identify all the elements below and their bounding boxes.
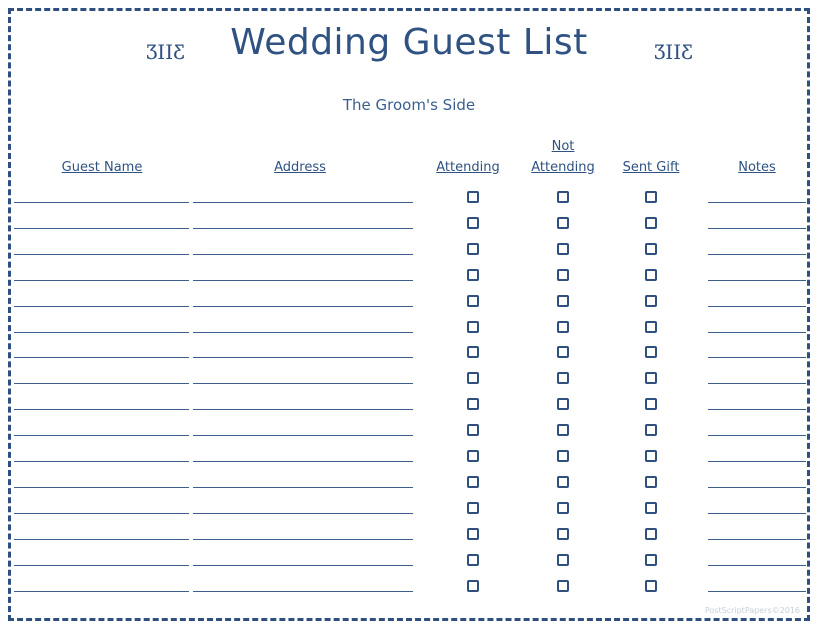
sent-gift-checkbox[interactable] xyxy=(645,191,657,203)
attending-checkbox[interactable] xyxy=(467,476,479,488)
not-attending-checkbox[interactable] xyxy=(557,528,569,540)
sent-gift-checkbox[interactable] xyxy=(645,372,657,384)
not-attending-checkbox[interactable] xyxy=(557,321,569,333)
attending-checkbox[interactable] xyxy=(467,269,479,281)
sent-gift-checkbox[interactable] xyxy=(645,398,657,410)
not-attending-checkbox[interactable] xyxy=(557,269,569,281)
attending-checkbox[interactable] xyxy=(467,450,479,462)
address-field[interactable] xyxy=(193,487,413,488)
not-attending-header-line1: Not xyxy=(551,139,575,154)
guest-name-field[interactable] xyxy=(14,487,189,488)
guest-name-field[interactable] xyxy=(14,383,189,384)
not-attending-checkbox[interactable] xyxy=(557,580,569,592)
notes-field[interactable] xyxy=(708,254,806,255)
not-attending-header-line2: Attending xyxy=(531,160,595,175)
notes-field[interactable] xyxy=(708,565,806,566)
sent-gift-checkbox[interactable] xyxy=(645,528,657,540)
address-field[interactable] xyxy=(193,565,413,566)
attending-checkbox[interactable] xyxy=(467,424,479,436)
address-field[interactable] xyxy=(193,513,413,514)
sent-gift-checkbox[interactable] xyxy=(645,321,657,333)
not-attending-checkbox[interactable] xyxy=(557,243,569,255)
right-flourish: ƷIIƸ xyxy=(654,40,693,64)
notes-header: Notes xyxy=(738,160,776,175)
sent-gift-checkbox[interactable] xyxy=(645,424,657,436)
attending-checkbox[interactable] xyxy=(467,217,479,229)
notes-field[interactable] xyxy=(708,487,806,488)
not-attending-checkbox[interactable] xyxy=(557,398,569,410)
address-field[interactable] xyxy=(193,591,413,592)
notes-field[interactable] xyxy=(708,409,806,410)
attending-header: Attending xyxy=(436,160,500,175)
sent-gift-checkbox[interactable] xyxy=(645,217,657,229)
guest-name-field[interactable] xyxy=(14,202,189,203)
sent-gift-checkbox[interactable] xyxy=(645,502,657,514)
notes-field[interactable] xyxy=(708,539,806,540)
notes-field[interactable] xyxy=(708,306,806,307)
sent-gift-checkbox[interactable] xyxy=(645,346,657,358)
guest-name-field[interactable] xyxy=(14,228,189,229)
guest-name-field[interactable] xyxy=(14,513,189,514)
guest-name-field[interactable] xyxy=(14,409,189,410)
attending-checkbox[interactable] xyxy=(467,372,479,384)
sent-gift-checkbox[interactable] xyxy=(645,450,657,462)
attending-checkbox[interactable] xyxy=(467,321,479,333)
address-field[interactable] xyxy=(193,228,413,229)
notes-field[interactable] xyxy=(708,435,806,436)
sent-gift-checkbox[interactable] xyxy=(645,295,657,307)
notes-field[interactable] xyxy=(708,591,806,592)
not-attending-checkbox[interactable] xyxy=(557,450,569,462)
sent-gift-checkbox[interactable] xyxy=(645,476,657,488)
page-subtitle: The Groom's Side xyxy=(342,96,476,114)
notes-field[interactable] xyxy=(708,332,806,333)
sent-gift-checkbox[interactable] xyxy=(645,580,657,592)
notes-field[interactable] xyxy=(708,202,806,203)
guest-name-field[interactable] xyxy=(14,357,189,358)
attending-checkbox[interactable] xyxy=(467,346,479,358)
sent-gift-header: Sent Gift xyxy=(622,160,680,175)
attending-checkbox[interactable] xyxy=(467,502,479,514)
guest-name-field[interactable] xyxy=(14,280,189,281)
attending-checkbox[interactable] xyxy=(467,528,479,540)
guest-name-field[interactable] xyxy=(14,591,189,592)
not-attending-checkbox[interactable] xyxy=(557,424,569,436)
notes-field[interactable] xyxy=(708,513,806,514)
address-field[interactable] xyxy=(193,409,413,410)
page-title: Wedding Guest List xyxy=(230,22,588,63)
address-field[interactable] xyxy=(193,383,413,384)
address-field[interactable] xyxy=(193,202,413,203)
sent-gift-checkbox[interactable] xyxy=(645,269,657,281)
not-attending-checkbox[interactable] xyxy=(557,191,569,203)
attending-checkbox[interactable] xyxy=(467,191,479,203)
guest-name-field[interactable] xyxy=(14,306,189,307)
address-field[interactable] xyxy=(193,461,413,462)
not-attending-checkbox[interactable] xyxy=(557,554,569,566)
address-field[interactable] xyxy=(193,254,413,255)
left-flourish: ƷIIƸ xyxy=(146,40,185,64)
sent-gift-checkbox[interactable] xyxy=(645,243,657,255)
attending-checkbox[interactable] xyxy=(467,554,479,566)
notes-field[interactable] xyxy=(708,357,806,358)
attending-checkbox[interactable] xyxy=(467,243,479,255)
guest-name-field[interactable] xyxy=(14,332,189,333)
guest-name-field[interactable] xyxy=(14,461,189,462)
attending-checkbox[interactable] xyxy=(467,580,479,592)
notes-field[interactable] xyxy=(708,461,806,462)
address-field[interactable] xyxy=(193,357,413,358)
attending-checkbox[interactable] xyxy=(467,398,479,410)
not-attending-checkbox[interactable] xyxy=(557,217,569,229)
address-field[interactable] xyxy=(193,332,413,333)
address-field[interactable] xyxy=(193,539,413,540)
guest-name-field[interactable] xyxy=(14,254,189,255)
not-attending-checkbox[interactable] xyxy=(557,346,569,358)
not-attending-checkbox[interactable] xyxy=(557,502,569,514)
notes-field[interactable] xyxy=(708,383,806,384)
not-attending-checkbox[interactable] xyxy=(557,476,569,488)
guest-name-field[interactable] xyxy=(14,435,189,436)
guest-name-field[interactable] xyxy=(14,539,189,540)
guest-name-field[interactable] xyxy=(14,565,189,566)
notes-field[interactable] xyxy=(708,280,806,281)
watermark: PostScriptPapers©2016 xyxy=(704,606,800,615)
address-field[interactable] xyxy=(193,280,413,281)
attending-checkbox[interactable] xyxy=(467,295,479,307)
sent-gift-checkbox[interactable] xyxy=(645,554,657,566)
address-header: Address xyxy=(274,160,326,175)
address-field[interactable] xyxy=(193,435,413,436)
not-attending-checkbox[interactable] xyxy=(557,295,569,307)
not-attending-checkbox[interactable] xyxy=(557,372,569,384)
address-field[interactable] xyxy=(193,306,413,307)
guest-name-header: Guest Name xyxy=(61,160,143,175)
notes-field[interactable] xyxy=(708,228,806,229)
